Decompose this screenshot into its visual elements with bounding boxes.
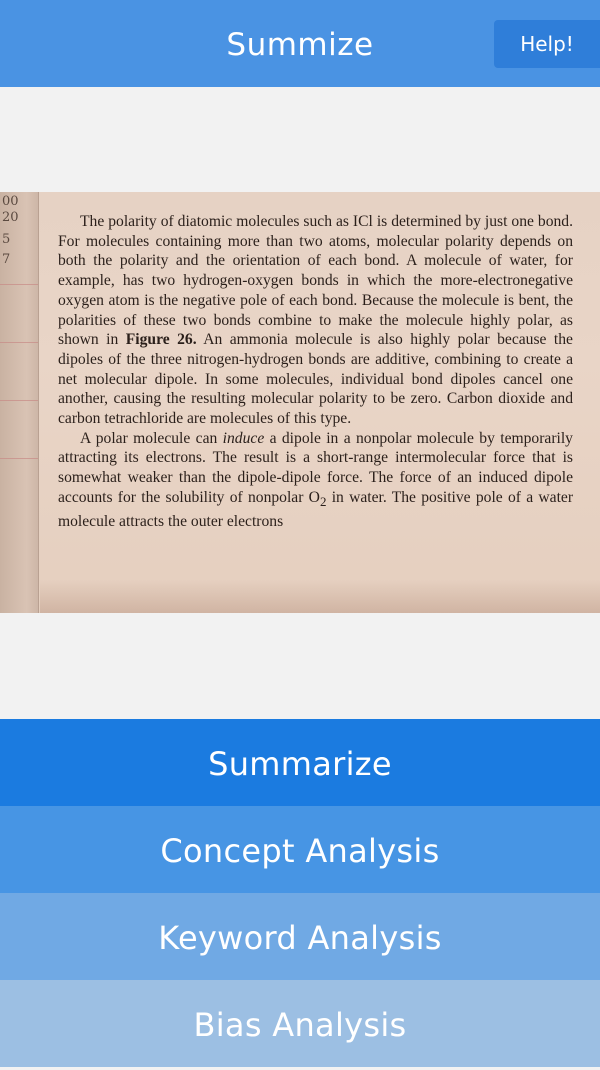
adjacent-page-edge [0,192,39,613]
ruled-line [0,458,38,459]
keyword-analysis-button[interactable]: Keyword Analysis [0,893,600,980]
help-button[interactable]: Help! [494,20,600,68]
margin-mark: 5 [2,232,11,247]
figure-reference: Figure 26. [125,331,197,349]
captured-page-photo [0,192,600,613]
bias-analysis-button[interactable]: Bias Analysis [0,980,600,1067]
paragraph-text: The polarity of diatomic molecules such as ICl is determined by just one bond. For molecules containing more than two atoms, molecular polarity depends on both the polarity and the orientation of each bond. A molecule of water, for example, has two hydrogen-oxygen bonds in which the more-electronegative oxygen atom is the negative pole of each bond. Because the molecule is bent, the polarities of these two bonds combine to make the molecule highly polar, as shown in [58,213,573,349]
paragraph [58,429,573,532]
app-title: Summize [226,27,374,63]
emphasis-text: induce [222,429,265,447]
margin-mark: 00 [2,194,19,209]
margin-mark: 7 [2,252,11,267]
paragraph-text: in water. The positive pole of a water molecule attracts the outer electrons [58,488,574,530]
paragraph-text: A polar molecule can [80,429,218,447]
subscript: 2 [319,493,327,509]
paragraph-text: An ammonia molecule is also highly polar because the dipoles of the three nitrogen-hydrogen bonds are additive, combining to create a net molecular dipole. In some molecules, individual bond dipoles cancel one another, causing the resulting molecular polarity to be zero. Carbon dioxide and carbon tetrachloride are molecules of this type. [58,331,573,428]
ruled-line [0,400,38,401]
ruled-line [0,342,38,343]
top-bar [0,0,600,87]
concept-analysis-button[interactable]: Concept Analysis [0,806,600,893]
paragraph [58,212,573,429]
summarize-button[interactable]: Summarize [0,719,600,806]
paragraph-text: a dipole in a nonpolar molecule by temporarily attracting its electrons. The result is a short-range intermolecular force that is somewhat weaker than the dipole-dipole force. The force of an induced dipole accounts for the solubility of nonpolar O [58,429,573,506]
margin-mark: 20 [2,210,19,225]
analysis-menu [0,719,600,1067]
ruled-line [0,284,38,285]
blurred-next-lines [40,580,600,613]
page-text [58,212,573,531]
